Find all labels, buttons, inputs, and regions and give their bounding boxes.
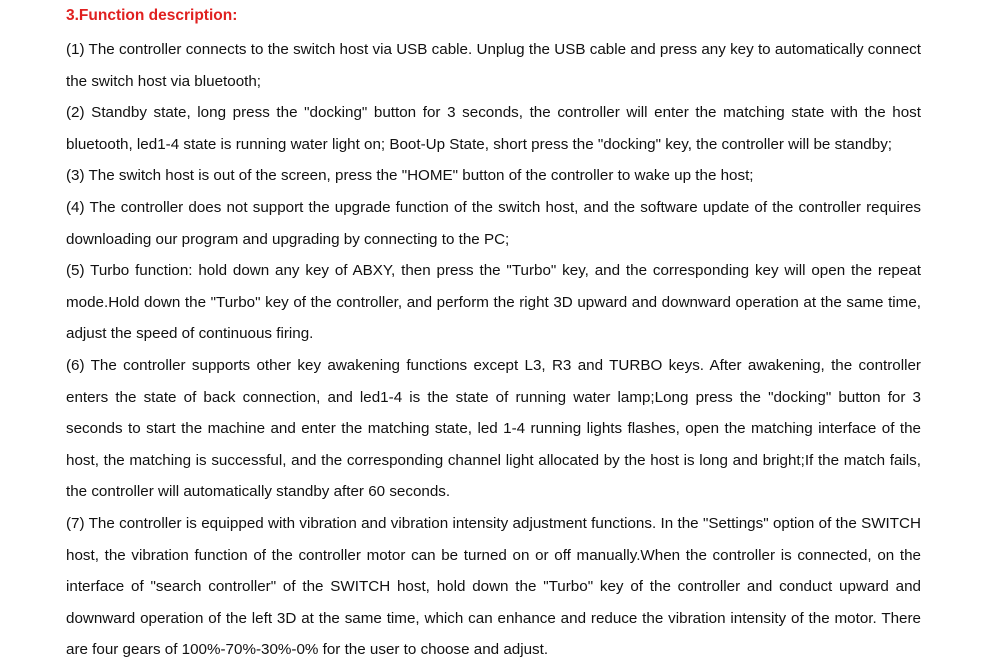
paragraph-7: (7) The controller is equipped with vibration and vibration intensity adjustment functions. In the "Settings" option of the SWITCH host, the vibration function of the controller motor can be turned on or off manually.When the controller is connected, on the interface of "search controller" of the SWITCH host, hold down the "Turbo" key of the controller and conduct upward and downward operation of the left 3D at the same time, which can enhance and reduce the vibration intensity of the motor. There are four gears of 100%-70%-30%-0% for the user to choose and adjust. <box>66 514 921 659</box>
section-heading: 3.Function description: <box>66 7 238 24</box>
paragraph-4: (4) The controller does not support the upgrade function of the switch host, and the software update of the controller requires downloading our program and upgrading by connecting to the PC; <box>66 198 921 248</box>
paragraph-3: (3) The switch host is out of the screen, press the "HOME" button of the controller to wake up the host; <box>66 167 754 185</box>
function-description-body <box>66 34 921 666</box>
paragraph-2: (2) Standby state, long press the "docking" button for 3 seconds, the controller will enter the matching state with the host bluetooth, led1-4 state is running water light on; Boot-Up State, short press the "docking" key, the controller will be standby; <box>66 104 921 153</box>
paragraph-6: (6) The controller supports other key awakening functions except L3, R3 and TURBO keys. After awakening, the controller enters the state of back connection, and led1-4 is the state of running water lamp;Long press the "docking" button for 3 seconds to start the machine and enter the matching state, led 1-4 running lights flashes, open the matching interface of the host, the matching is successful, and the corresponding channel light allocated by the host is long and bright;If the match fails, the controller will automatically standby after 60 seconds. <box>66 356 921 501</box>
paragraph-1: (1) The controller connects to the switch host via USB cable. Unplug the USB cable and press any key to automatically connect the switch host via bluetooth; <box>66 41 921 90</box>
paragraph-5: (5) Turbo function: hold down any key of ABXY, then press the "Turbo" key, and the corresponding key will open the repeat mode.Hold down the "Turbo" key of the controller, and perform the right 3D upward and downward operation at the same time, adjust the speed of continuous firing. <box>66 262 921 343</box>
